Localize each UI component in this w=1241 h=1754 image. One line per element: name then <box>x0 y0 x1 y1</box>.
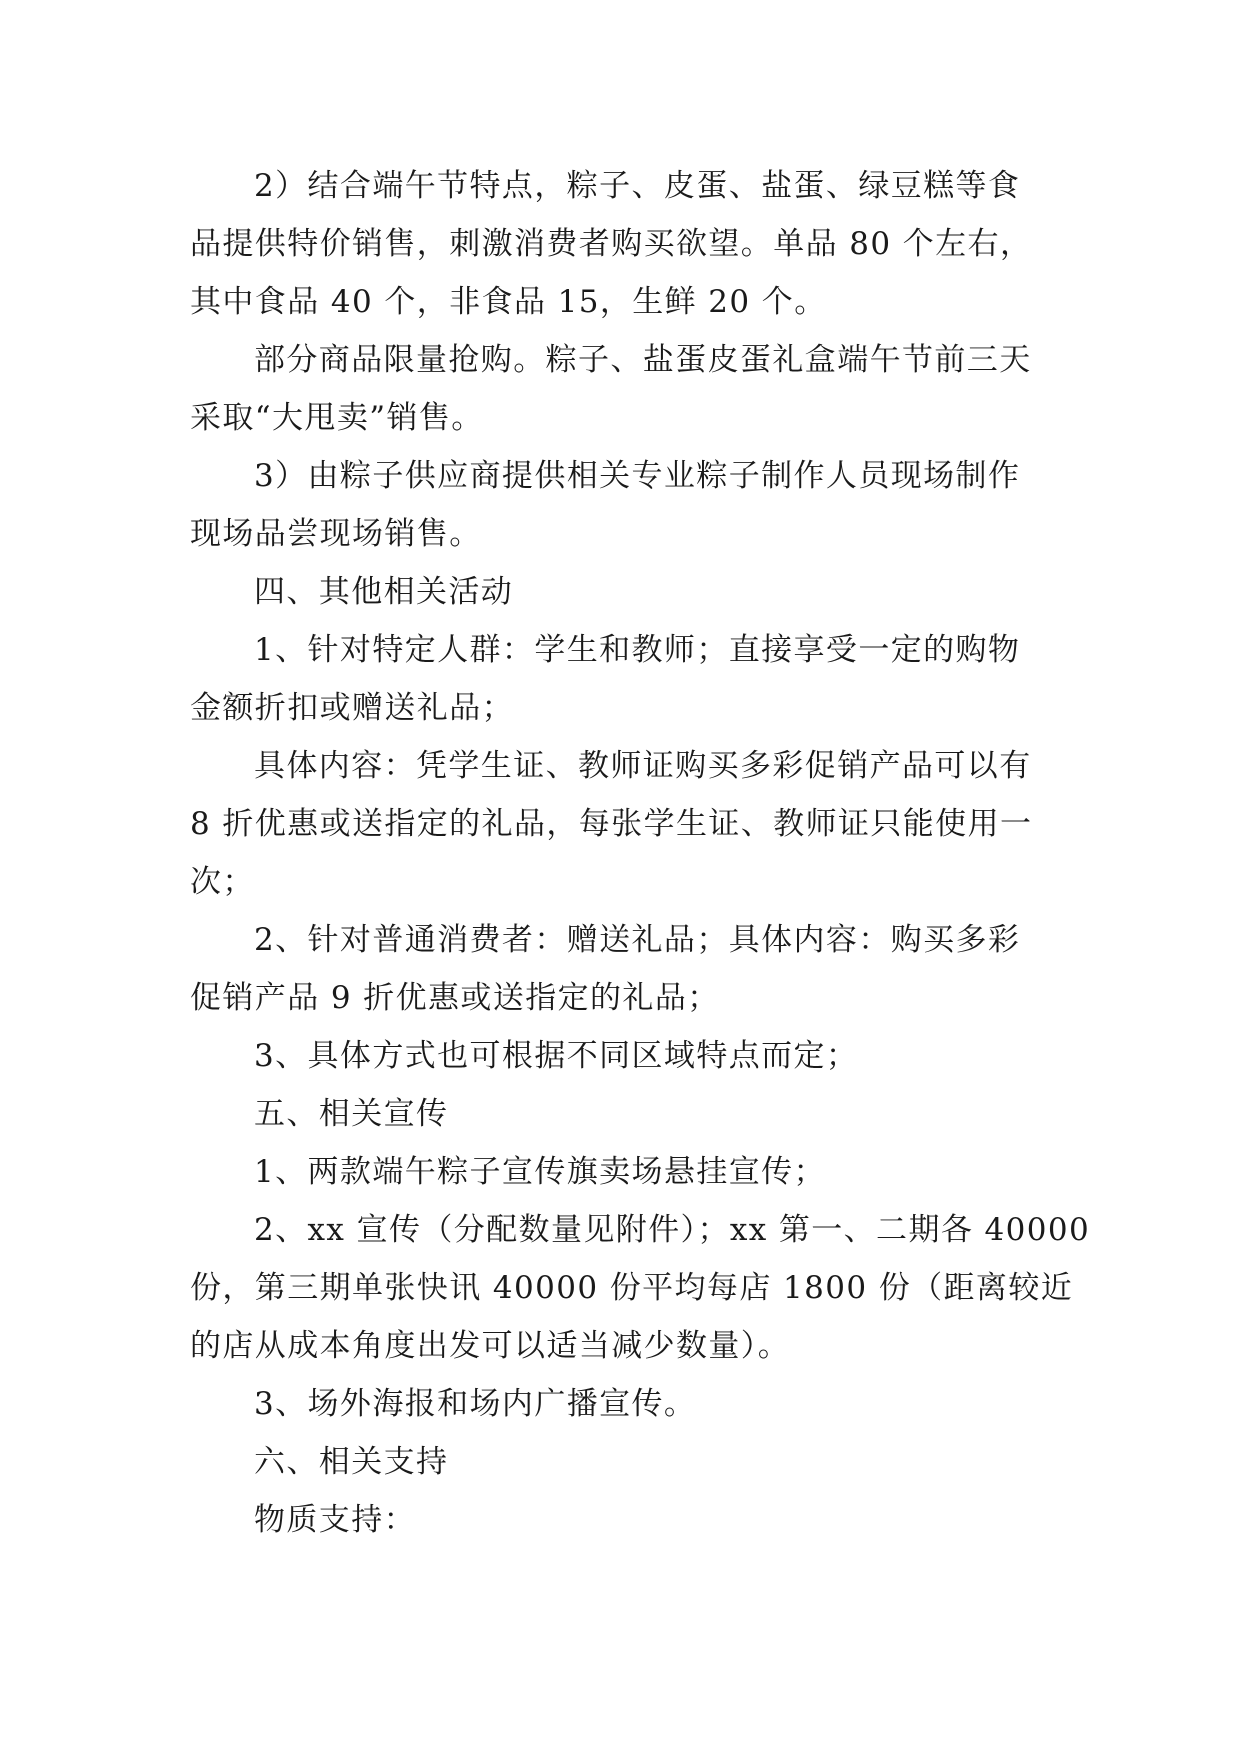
text-line: 五、相关宣传 <box>254 1096 449 1132</box>
paragraph-specific-content <box>190 737 1050 911</box>
text-line: 2、针对普通消费者：赠送礼品；具体内容：购买多彩 <box>254 922 1021 958</box>
section-heading-publicity <box>190 1085 1050 1143</box>
text-line: 具体内容：凭学生证、教师证购买多彩促销产品可以有 <box>254 748 1032 784</box>
text-line: 的店从成本角度出发可以适当减少数量）。 <box>190 1328 791 1364</box>
text-line: 金额折扣或赠送礼品； <box>190 690 514 726</box>
text-line: 1、两款端午粽子宣传旗卖场悬挂宣传； <box>254 1154 826 1190</box>
section-heading-other-activities <box>190 563 1050 621</box>
paragraph-general-consumers <box>190 911 1050 1027</box>
text-line: 物质支持： <box>254 1502 416 1538</box>
text-line: 3）由粽子供应商提供相关专业粽子制作人员现场制作 <box>254 458 1021 494</box>
text-line: 采取“大甩卖”销售。 <box>190 400 484 436</box>
text-line: 份，第三期单张快讯 40000 份平均每店 1800 份（距离较近 <box>190 1270 1074 1306</box>
section-heading-support <box>190 1433 1050 1491</box>
text-line: 2）结合端午节特点，粽子、皮蛋、盐蛋、绿豆糕等食 <box>254 168 1021 204</box>
paragraph-publicity-2 <box>190 1201 1091 1375</box>
text-line: 8 折优惠或送指定的礼品，每张学生证、教师证只能使用一 <box>190 806 1033 842</box>
paragraph-publicity-3 <box>190 1375 1050 1433</box>
paragraph-material-support <box>190 1491 1050 1549</box>
text-line: 品提供特价销售，刺激消费者购买欲望。单品 80 个左右， <box>190 226 1033 262</box>
text-line: 2、xx 宣传（分配数量见附件）；xx 第一、二期各 40000 <box>254 1212 1091 1248</box>
text-line: 其中食品 40 个，非食品 15，生鲜 20 个。 <box>190 284 827 320</box>
text-line: 次； <box>190 864 255 900</box>
paragraph-promotion-3 <box>190 447 1050 563</box>
text-line: 六、相关支持 <box>254 1444 449 1480</box>
text-line: 1、针对特定人群：学生和教师；直接享受一定的购物 <box>254 632 1021 668</box>
text-line: 部分商品限量抢购。粽子、盐蛋皮蛋礼盒端午节前三天 <box>254 342 1032 378</box>
text-line: 促销产品 9 折优惠或送指定的礼品； <box>190 980 720 1016</box>
paragraph-regional-methods <box>190 1027 1050 1085</box>
paragraph-limited-purchase <box>190 331 1050 447</box>
paragraph-publicity-1 <box>190 1143 1050 1201</box>
text-line: 3、场外海报和场内广播宣传。 <box>254 1386 697 1422</box>
text-line: 四、其他相关活动 <box>254 574 514 610</box>
paragraph-promotion-2 <box>190 157 1050 331</box>
text-line: 3、具体方式也可根据不同区域特点而定； <box>254 1038 859 1074</box>
text-line: 现场品尝现场销售。 <box>190 516 482 552</box>
paragraph-specific-groups <box>190 621 1050 737</box>
